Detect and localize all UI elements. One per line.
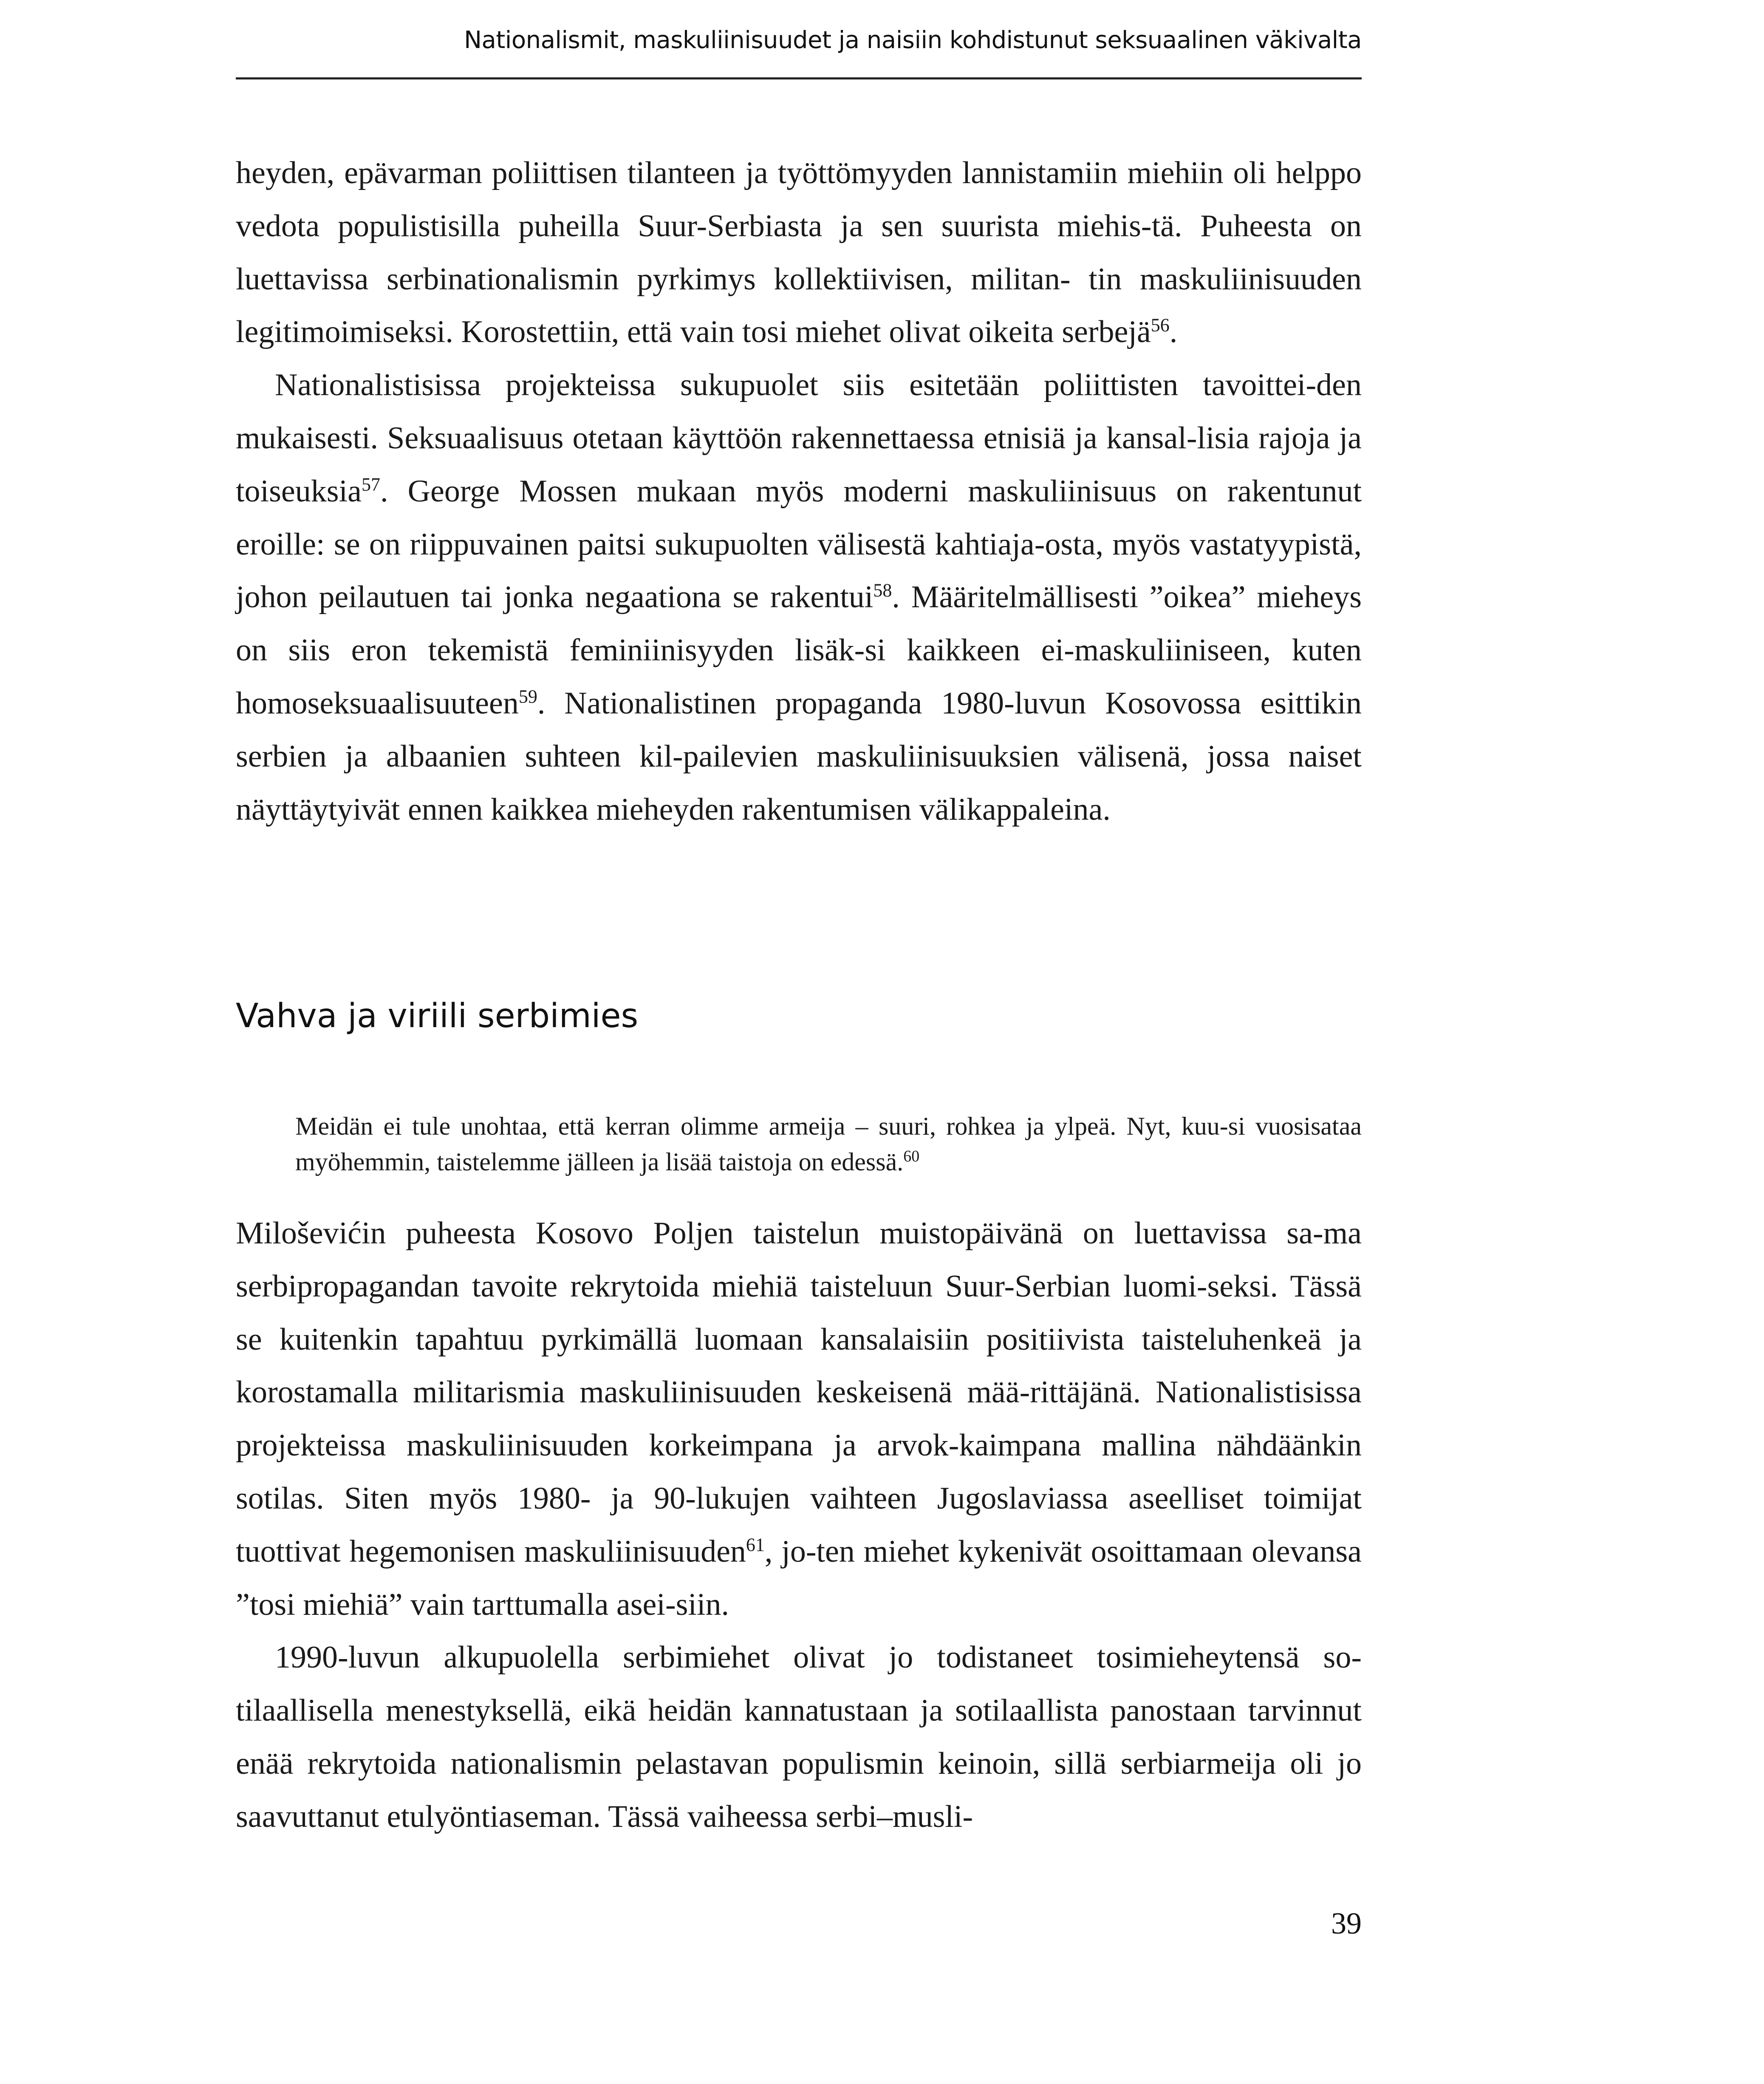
text-line: tä. Puheesta on luettavissa serbinationalismin pyrkimys kollektiivisen, militan-	[236, 208, 1362, 297]
text-line: , jo-	[764, 1534, 817, 1569]
text-line: ten miehet kykenivät osoittamaan olevansa ”tosi miehiä” vain tarttumalla asei-	[236, 1534, 1362, 1622]
paragraph-3	[236, 1207, 1362, 1631]
footnote-ref[interactable]: 61	[746, 1534, 765, 1555]
quote-line: si vuosisataa myöhemmin, taistelemme jälleen ja lisää taistoja on edessä.	[295, 1112, 1362, 1176]
block-quote	[295, 1108, 1362, 1180]
text-line: Nationalistisissa projekteissa sukupuolet siis esitetään poliittisten tavoittei-	[275, 368, 1317, 403]
footnote-ref[interactable]: 59	[518, 686, 537, 707]
text-line: tin maskuliinisuuden legitimoimiseksi. Korostettiin, että vain tosi miehet olivat	[236, 261, 1362, 350]
text-line: den mukaisesti. Seksuaalisuus otetaan käyttöön rakennettaessa etnisiä ja kansal-	[236, 368, 1362, 456]
text-line: serbiarmeija oli jo saavuttanut etulyöntiaseman. Tässä vaiheessa serbi–musli-	[236, 1746, 1362, 1834]
paragraph-2	[236, 359, 1362, 836]
paragraph-4	[236, 1631, 1362, 1843]
text-line: 1990-luvun alkupuolella serbimiehet olivat jo todistaneet tosimieheytensä so-	[275, 1640, 1362, 1675]
text-line: tilaallisella menestyksellä, eikä heidän kannatustaan ja sotilaallista panostaan	[236, 1693, 1236, 1728]
footnote-ref[interactable]: 57	[361, 474, 380, 495]
body-text-lower	[236, 1207, 1362, 1843]
text-line: seksi. Tässä se kuitenkin tapahtuu pyrkimällä luomaan kansalaisiin positiivista	[236, 1269, 1362, 1357]
text-line: lisia rajoja ja toiseuksia	[236, 420, 1362, 509]
text-line: osta, myös vastatyypistä, johon peilautuen tai jonka negaationa se rakentui	[236, 527, 1362, 615]
text-line: oli helppo vedota populistisilla puheilla Suur-Serbiasta ja sen suurista miehis-	[236, 156, 1362, 244]
running-header: Nationalismit, maskuliinisuudet ja naisiin kohdistunut seksuaalinen väkivalta	[464, 26, 1362, 54]
text-line: taisteluhenkeä ja korostamalla militarismia maskuliinisuuden keskeisenä mää-	[236, 1322, 1362, 1410]
text-line: .	[1169, 314, 1178, 350]
text-line: ma serbipropagandan tavoite rekrytoida miehiä taisteluun Suur-Serbian luomi-	[236, 1216, 1362, 1304]
quote-line: Meidän ei tule unohtaa, että kerran olimme armeija – suuri, rohkea ja ylpeä. Nyt, kuu-	[295, 1112, 1228, 1140]
footnote-ref[interactable]: 60	[903, 1147, 920, 1165]
header-rule	[236, 77, 1362, 79]
text-line: siin.	[676, 1587, 729, 1622]
text-line: pailevien maskuliinisuuksien välisenä, jossa naiset näyttäytyivät ennen kaikkea	[236, 739, 1362, 827]
text-line: propaganda 1980-luvun Kosovossa esittikin serbien ja albaanien suhteen kil-	[236, 685, 1362, 774]
footnote-ref[interactable]: 56	[1151, 314, 1170, 336]
text-line: .	[892, 580, 900, 615]
text-line: rittäjänä. Nationalistisissa projekteissa maskuliinisuuden korkeimpana ja arvok-	[236, 1375, 1362, 1463]
text-line: Määritelmällisesti ”oikea” mieheys on siis eron tekemistä feminiinisyyden lisäk-	[236, 580, 1362, 668]
text-line: mieheyden rakentumisen välikappaleina.	[596, 792, 1111, 827]
text-line: . Nationalistinen	[537, 685, 757, 721]
text-line: Jugoslaviassa aseelliset toimijat tuottivat hegemonisen maskuliinisuuden	[236, 1481, 1362, 1569]
text-line: heyden, epävarman poliittisen tilanteen ja työttömyyden lannistamiin miehiin	[236, 156, 1224, 190]
page-number: 39	[1331, 1906, 1362, 1940]
section-heading: Vahva ja viriili serbimies	[236, 997, 639, 1035]
text-line: on rakentunut eroille: se on riippuvainen paitsi sukupuolten välisestä kahtiaja-	[236, 473, 1362, 562]
text-line: si kaikkeen ei-maskuliiniseen, kuten homoseksuaalisuuteen	[236, 633, 1362, 721]
footnote-ref[interactable]: 58	[873, 580, 892, 601]
paragraph-1	[236, 147, 1362, 359]
text-line: tarvinnut enää rekrytoida nationalismin pelastavan populismin keinoin, sillä	[236, 1693, 1362, 1781]
text-line: kaimpana mallina nähdäänkin sotilas. Siten myös 1980- ja 90-lukujen vaihteen	[236, 1428, 1362, 1516]
text-line: oikeita serbejä	[968, 314, 1151, 350]
body-text-upper	[236, 147, 1362, 836]
text-line: . George Mossen mukaan myös moderni maskuliinisuus	[380, 473, 1157, 509]
text-line: Miloševićin puheesta Kosovo Poljen taistelun muistopäivänä on luettavissa sa-	[236, 1216, 1323, 1251]
